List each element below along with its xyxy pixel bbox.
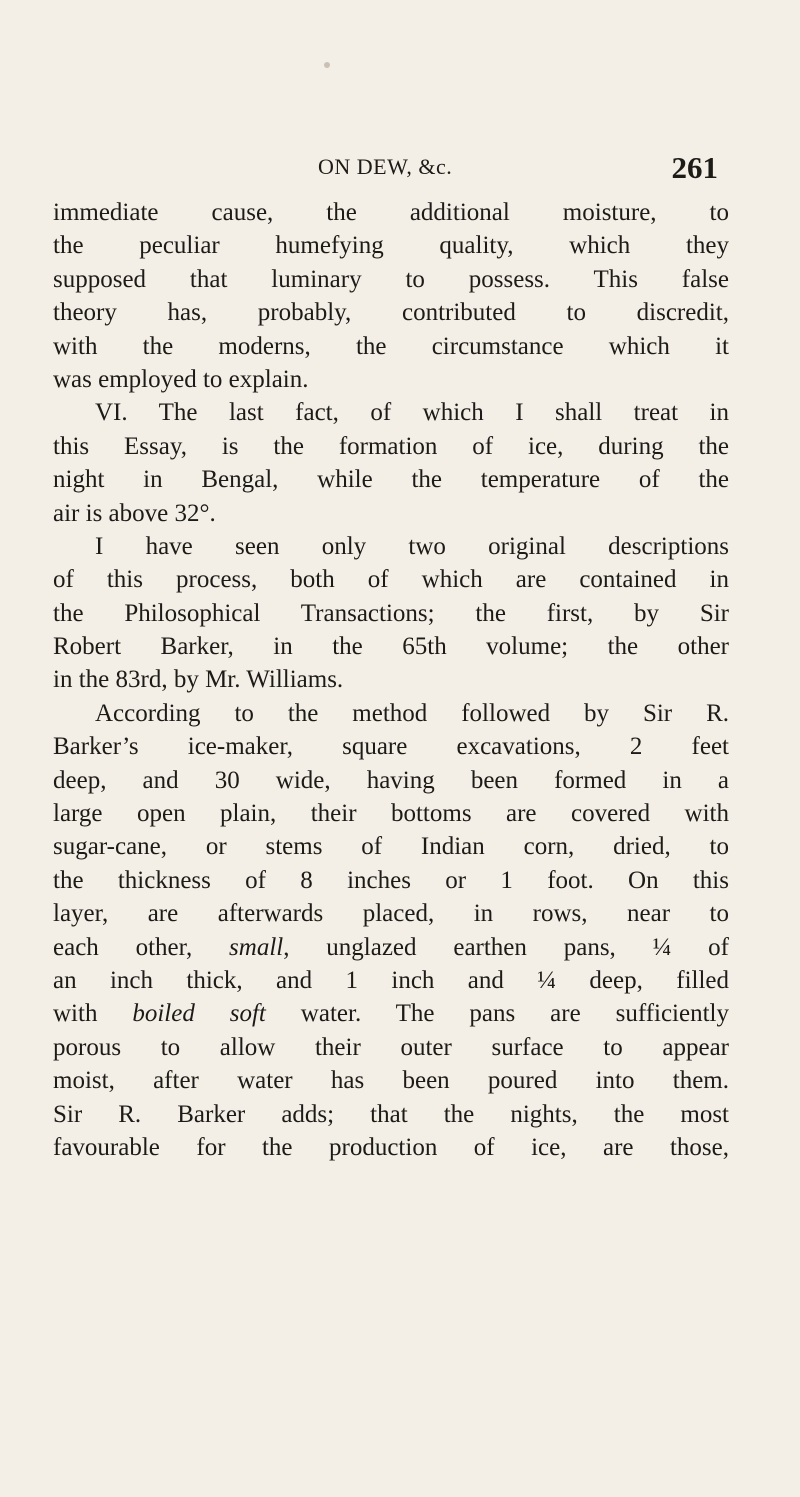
line-text: this Essay, is the formation of ice, during the <box>53 432 729 460</box>
text-line <box>53 931 729 964</box>
text-line <box>53 363 729 396</box>
text-line <box>53 764 729 797</box>
line-text: the thickness of 8 inches or 1 foot. On this <box>53 866 729 894</box>
text-line <box>53 296 729 329</box>
text-line <box>53 730 729 763</box>
text-line <box>53 897 729 930</box>
line-text: , unglazed earthen pans, ¼ of <box>283 933 729 961</box>
line-text: water. The pans are sufficiently <box>265 1000 729 1028</box>
running-title: ON DEW, &c. <box>318 154 453 179</box>
text-line <box>53 497 729 530</box>
text-line <box>53 864 729 897</box>
line-text: each other, <box>53 933 230 961</box>
text-line <box>53 396 729 429</box>
line-text: air is above 32°. <box>53 499 216 527</box>
text-line <box>53 597 729 630</box>
text-line <box>53 797 729 830</box>
line-text: favourable for the production of ice, are those, <box>53 1133 729 1161</box>
line-text: Barker’s ice-maker, square excavations, 2 feet <box>53 733 729 761</box>
text-line <box>53 697 729 730</box>
line-text: Robert Barker, in the 65th volume; the other <box>53 633 729 661</box>
text-line <box>53 630 729 663</box>
italic-text: boiled soft <box>132 1000 266 1028</box>
line-text: According to the method followed by Sir R. <box>95 699 729 727</box>
paper-speck <box>324 62 330 68</box>
italic-text: small <box>229 933 284 961</box>
line-text: Sir R. Barker adds; that the nights, the most <box>53 1100 729 1128</box>
body-text <box>53 196 729 1164</box>
line-text: with the moderns, the circumstance which it <box>53 332 729 360</box>
line-text: large open plain, their bottoms are covered with <box>53 800 729 828</box>
line-text: with <box>53 1000 133 1028</box>
text-line <box>53 997 729 1030</box>
text-line <box>53 563 729 596</box>
line-text: was employed to explain. <box>53 365 309 393</box>
text-line <box>53 229 729 262</box>
text-line <box>53 1064 729 1097</box>
text-line <box>53 263 729 296</box>
text-line <box>53 330 729 363</box>
text-line <box>53 196 729 229</box>
line-text: porous to allow their outer surface to appear <box>53 1033 729 1061</box>
text-line <box>53 430 729 463</box>
line-text: immediate cause, the additional moisture, to <box>53 199 729 226</box>
page-header <box>318 150 718 190</box>
text-line <box>53 1131 729 1164</box>
line-text: deep, and 30 wide, having been formed in a <box>53 766 729 794</box>
line-text: VI. The last fact, of which I shall treat in <box>95 399 729 427</box>
text-line <box>53 530 729 563</box>
line-text: of this process, both of which are contained in <box>53 566 729 594</box>
line-text: layer, are afterwards placed, in rows, near to <box>53 900 729 928</box>
text-line <box>53 1098 729 1131</box>
line-text: the peculiar humefying quality, which they <box>53 232 729 260</box>
text-line <box>53 964 729 997</box>
line-text: theory has, probably, contributed to discredit, <box>53 299 729 327</box>
line-text: I have seen only two original descriptions <box>95 532 729 560</box>
line-text: the Philosophical Transactions; the first, by Sir <box>53 599 729 627</box>
text-line <box>53 830 729 863</box>
line-text: moist, after water has been poured into them. <box>53 1067 729 1095</box>
page-number: 261 <box>671 150 718 185</box>
line-text: an inch thick, and 1 inch and ¼ deep, filled <box>53 966 729 994</box>
line-text: supposed that luminary to possess. This false <box>53 265 729 293</box>
line-text: sugar-cane, or stems of Indian corn, dried, to <box>53 833 729 861</box>
line-text: night in Bengal, while the temperature of the <box>53 466 729 494</box>
text-line <box>53 463 729 496</box>
text-line <box>53 1031 729 1064</box>
line-text: in the 83rd, by Mr. Williams. <box>53 666 344 694</box>
text-line <box>53 663 729 696</box>
